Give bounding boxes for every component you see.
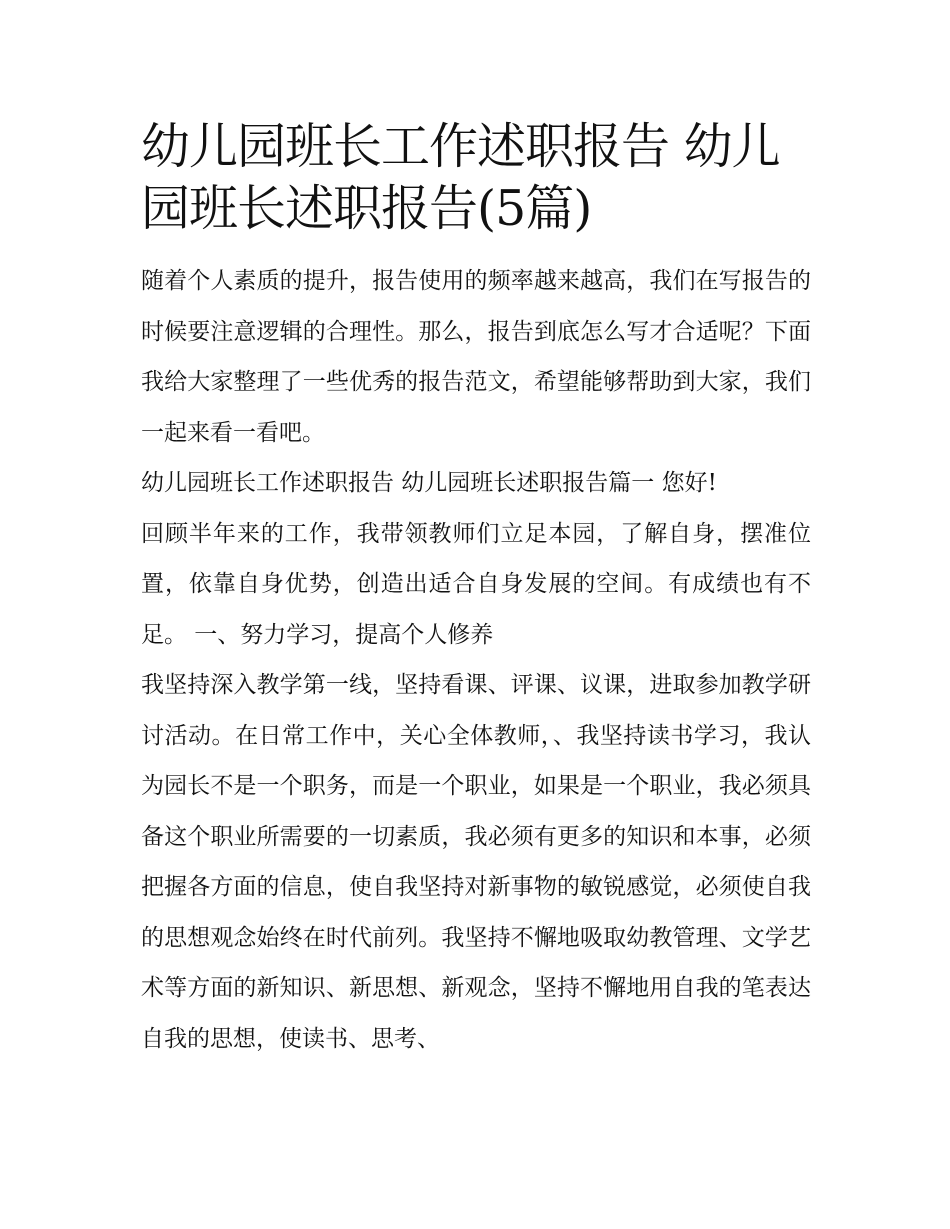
intro-paragraph: 随着个人素质的提升，报告使用的频率越来越高，我们在写报告的时候要注意逻辑的合理性。那么，报告到底怎么写才合适呢？下面我给大家整理了一些优秀的报告范文，希望能够帮助到大家，我们一起来看一看吧。: [141, 268, 811, 446]
section-heading-paragraph: 幼儿园班长工作述职报告 幼儿园班长述职报告篇一 您好!: [141, 470, 717, 496]
teaching-paragraph: 我坚持深入教学第一线，坚持看课、评课、议课，进取参加教学研讨活动。在日常工作中，关心全体教师，、我坚持读书学习，我认为园长不是一个职务，而是一个职业，如果是一个职业，我必须具备这个职业所需要的一切素质，我必须有更多的知识和本事，必须把握各方面的信息，使自我坚持对新事物的敏锐感觉，必须使自我的思想观念始终在时代前列。我坚持不懈地吸取幼教管理、文学艺术等方面的新知识、新思想、新观念，坚持不懈地用自我的笔表达自我的思想，使读书、思考、: [141, 672, 811, 1052]
review-paragraph: 回顾半年来的工作，我带领教师们立足本园，了解自身，摆准位置，依靠自身优势，创造出适合自身发展的空间。有成绩也有不足。 一、努力学习，提高个人修养: [141, 520, 811, 648]
document-body: [141, 116, 811, 1064]
document-title: 幼儿园班长工作述职报告 幼儿园班长述职报告(5篇): [141, 118, 780, 237]
